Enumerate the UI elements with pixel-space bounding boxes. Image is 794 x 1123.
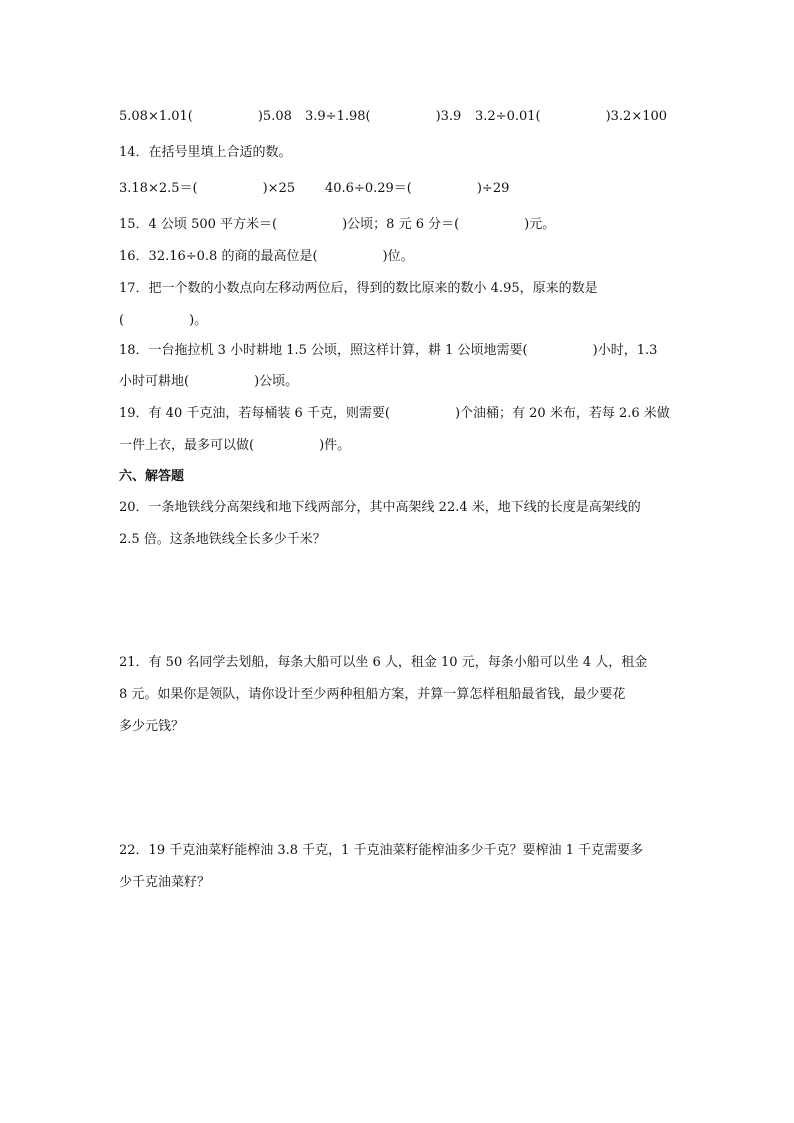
q17-line1: 17．把一个数的小数点向左移动两位后，得到的数比原来的数小 4.95，原来的数是 bbox=[119, 281, 598, 296]
q13-compare-b: 3.9÷1.98( )3.9 bbox=[305, 109, 462, 124]
q14-blank-a: 3.18×2.5＝( )×25 bbox=[119, 181, 296, 196]
q21-line2: 8 元。如果你是领队，请你设计至少两种租船方案，并算一算怎样租船最省钱，最少要花 bbox=[119, 687, 626, 702]
q15: 15．4 公顷 500 平方米＝( )公顷；8 元 6 分＝( )元。 bbox=[119, 217, 556, 232]
q19-line2: 一件上衣，最多可以做( )件。 bbox=[119, 438, 351, 453]
q13-compare-a: 5.08×1.01( )5.08 bbox=[119, 109, 292, 124]
q20-line1: 20．一条地铁线分高架线和地下线两部分，其中高架线 22.4 米，地下线的长度是高架线的 bbox=[119, 500, 641, 515]
q19-line1: 19．有 40 千克油，若每桶装 6 千克，则需要( )个油桶；有 20 米布，若每 2.6 米做 bbox=[119, 406, 670, 421]
q20-line2: 2.5 倍。这条地铁线全长多少千米？ bbox=[119, 532, 326, 547]
q18-line2: 小时可耕地( )公顷。 bbox=[119, 374, 299, 389]
q18-line1: 18．一台拖拉机 3 小时耕地 1.5 公顷，照这样计算，耕 1 公顷地需要( )小时，1.3 bbox=[119, 343, 658, 358]
q17-line2: ( )。 bbox=[119, 313, 208, 328]
q21-line1: 21．有 50 名同学去划船，每条大船可以坐 6 人，租金 10 元，每条小船可以坐 4 人，租金 bbox=[119, 655, 648, 670]
q14-title: 14．在括号里填上合适的数。 bbox=[119, 145, 292, 160]
q13-compare-c: 3.2÷0.01( )3.2×100 bbox=[475, 109, 668, 124]
q16: 16．32.16÷0.8 的商的最高位是( )位。 bbox=[119, 249, 414, 264]
q22-line1: 22．19 千克油菜籽能榨油 3.8 千克，1 千克油菜籽能榨油多少千克？要榨油 1 千克需要多 bbox=[119, 843, 644, 858]
section-heading: 六、解答题 bbox=[119, 469, 185, 484]
q22-line2: 少千克油菜籽？ bbox=[119, 875, 211, 890]
q14-blank-b: 40.6÷0.29＝( )÷29 bbox=[325, 181, 510, 196]
q21-line3: 多少元钱？ bbox=[119, 719, 185, 734]
